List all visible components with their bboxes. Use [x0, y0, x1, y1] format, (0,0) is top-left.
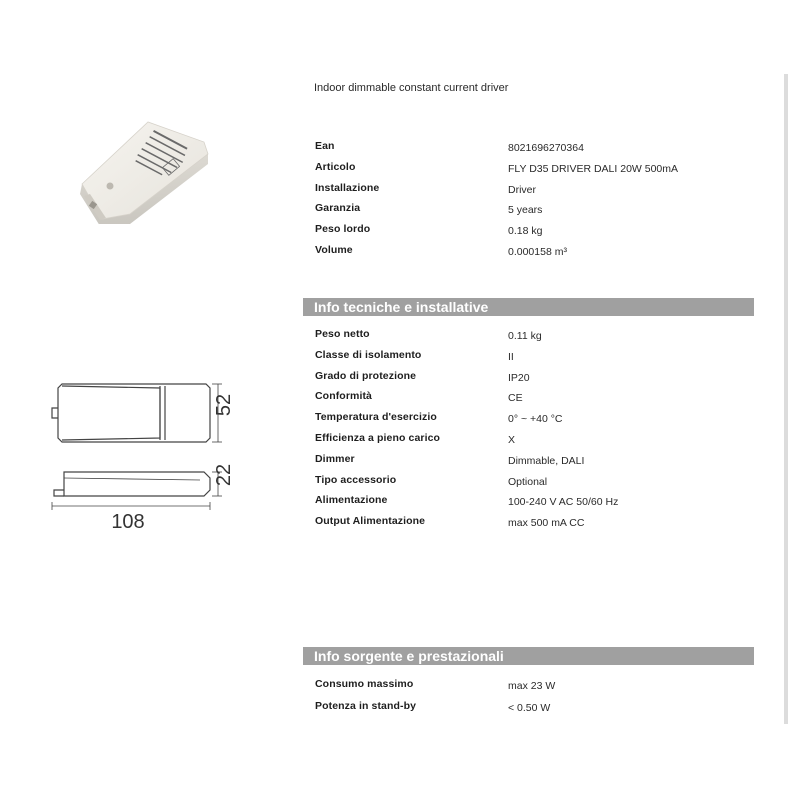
section-header-source: Info sorgente e prestazionali — [303, 647, 754, 665]
spec-label: Conformità — [315, 390, 372, 403]
dimension-length: 108 — [111, 511, 145, 533]
spec-value: 0.000158 m³ — [508, 245, 567, 258]
spec-label: Consumo massimo — [315, 678, 414, 690]
spec-row-tipo-accessorio — [315, 474, 755, 495]
spec-row-peso-lordo — [315, 223, 755, 244]
spec-label: Temperatura d'esercizio — [315, 411, 437, 424]
spec-row-efficienza — [315, 432, 755, 453]
spec-row-temperatura — [315, 411, 755, 432]
spec-row-articolo — [315, 161, 755, 182]
spec-value: max 500 mA CC — [508, 517, 585, 530]
spec-label: Garanzia — [315, 202, 361, 215]
dimension-drawing — [40, 378, 250, 538]
product-photo — [76, 114, 216, 224]
product-description: Indoor dimmable constant current driver — [314, 82, 509, 94]
spec-label: Installazione — [315, 181, 380, 194]
spec-value: FLY D35 DRIVER DALI 20W 500mA — [508, 162, 679, 175]
general-spec-table — [315, 140, 755, 265]
spec-row-garanzia — [315, 202, 755, 223]
spec-row-alimentazione — [315, 494, 755, 515]
spec-value: max 23 W — [508, 680, 556, 692]
spec-value: 0.18 kg — [508, 225, 543, 238]
spec-label: Articolo — [315, 160, 356, 173]
spec-label: Potenza in stand-by — [315, 700, 417, 712]
spec-value: II — [508, 350, 514, 363]
spec-label: Dimmer — [315, 452, 355, 465]
spec-label: Efficienza a pieno carico — [315, 431, 441, 444]
spec-row-conformita — [315, 390, 755, 411]
spec-row-installazione — [315, 182, 755, 203]
spec-value: Driver — [508, 183, 536, 196]
spec-row-consumo-massimo — [315, 678, 755, 700]
page-edge-divider — [784, 74, 788, 724]
spec-label: Grado di protezione — [315, 369, 417, 382]
spec-value: Dimmable, DALI — [508, 454, 585, 467]
spec-row-output-alimentazione — [315, 515, 755, 536]
spec-label: Alimentazione — [315, 494, 388, 507]
spec-value: 8021696270364 — [508, 142, 584, 154]
spec-label: Output Alimentazione — [315, 515, 426, 528]
spec-row-classe-isolamento — [315, 349, 755, 370]
dimension-height: 22 — [213, 463, 235, 487]
spec-value: CE — [508, 392, 523, 405]
spec-label: Classe di isolamento — [315, 348, 422, 361]
spec-label: Peso lordo — [315, 223, 371, 236]
spec-value: 0.11 kg — [508, 330, 542, 342]
source-spec-table — [315, 678, 755, 722]
spec-row-dimmer — [315, 453, 755, 474]
spec-row-ean — [315, 140, 755, 161]
cutoff-fade — [300, 718, 770, 730]
tech-spec-table — [315, 328, 755, 536]
spec-value: < 0.50 W — [508, 702, 551, 714]
spec-label: Ean — [315, 140, 335, 152]
spec-value: IP20 — [508, 371, 530, 384]
section-header-tech: Info tecniche e installative — [303, 298, 754, 316]
spec-value: 100-240 V AC 50/60 Hz — [508, 496, 619, 509]
spec-row-grado-protezione — [315, 370, 755, 391]
spec-value: 0° ~ +40 °C — [508, 413, 563, 426]
spec-row-peso-netto — [315, 328, 755, 349]
spec-row-volume — [315, 244, 755, 265]
spec-value: X — [508, 433, 516, 446]
spec-value: 5 years — [508, 204, 543, 217]
spec-label: Peso netto — [315, 328, 370, 340]
dimension-width: 52 — [213, 393, 235, 417]
spec-label: Tipo accessorio — [315, 473, 397, 486]
spec-value: Optional — [508, 475, 548, 488]
spec-label: Volume — [315, 243, 353, 256]
